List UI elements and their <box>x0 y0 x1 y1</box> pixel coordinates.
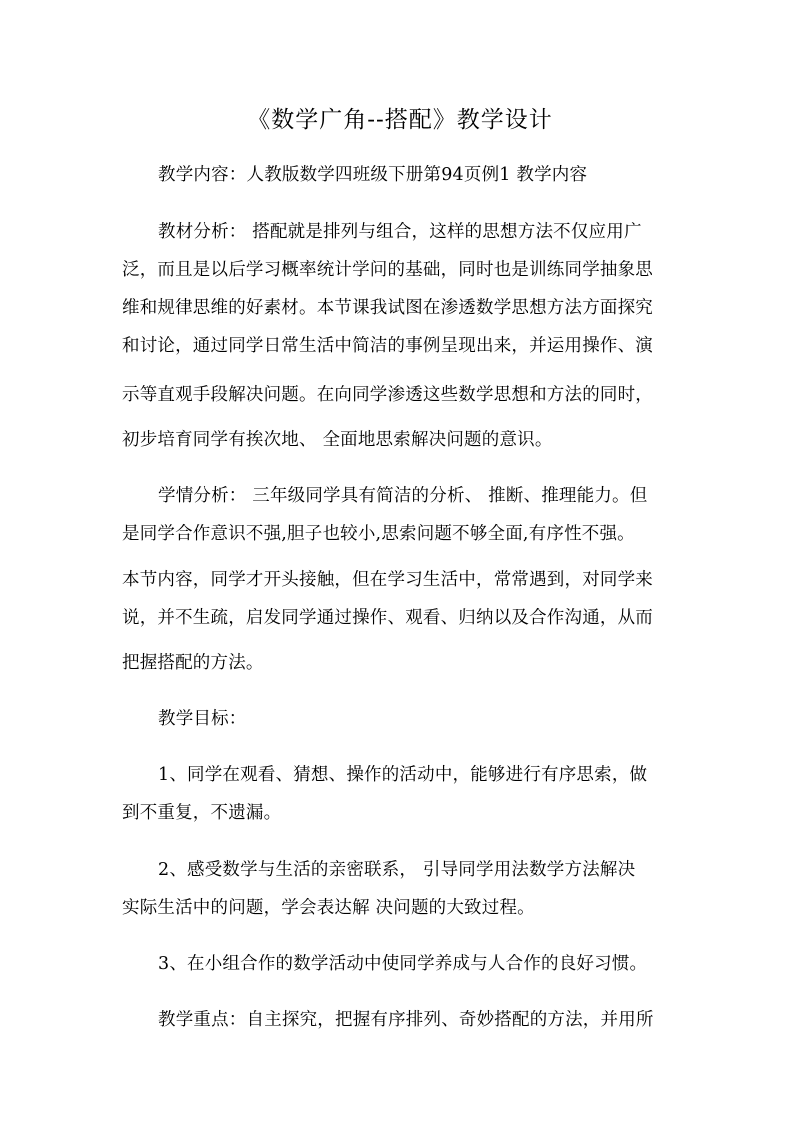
goal-item-3: 3、在小组合作的数学活动中使同学养成与人合作的良好习惯。 <box>158 954 648 974</box>
paragraph-line: 初步培育同学有挨次地、 全面地思索解决问题的意识。 <box>122 430 553 450</box>
paragraph-line: 1、同学在观看、猜想、操作的活动中，能够进行有序思索，做 <box>158 765 648 785</box>
paragraph-line: 说，并不生疏，启发同学通过操作、观看、归纳以及合作沟通，从而 <box>122 608 653 628</box>
paragraph-line: 本节内容，同学才开头接触，但在学习生活中，常常遇到，对同学来 <box>122 570 653 590</box>
paragraph-line: 泛，而且是以后学习概率统计学问的基础，同时也是训练同学抽象思 <box>122 260 653 280</box>
paragraph-line: 到不重复，不遗漏。 <box>122 803 282 823</box>
paragraph-line: 实际生活中的问题，学会表达解 决问题的大致过程。 <box>122 898 535 918</box>
teaching-goals-heading: 教学目标： <box>158 709 247 729</box>
paragraph-line: 示等直观手段解决问题。在向同学渗透这些数学思想和方法的同时， <box>122 385 653 405</box>
paragraph-line: 是同学合作意识不强,胆子也较小,思索问题不够全面,有序性不强。 <box>122 524 635 544</box>
teaching-content-line: 教学内容：人教版数学四班级下册第94页例1 教学内容 <box>158 165 588 185</box>
document-title: 《数学广角--搭配》教学设计 <box>247 107 553 133</box>
paragraph-line: 维和规律思维的好素材。本节课我试图在渗透数学思想方法方面探究 <box>122 298 653 318</box>
paragraph-line: 教材分析： 搭配就是排列与组合，这样的思想方法不仅应用广 <box>158 222 642 242</box>
paragraph-line: 和讨论，通过同学日常生活中简洁的事例呈现出来，并运用操作、演 <box>122 336 653 356</box>
paragraph-line: 学情分析： 三年级同学具有简洁的分析、 推断、推理能力。但 <box>158 486 648 506</box>
teaching-key-point: 教学重点：自主探究，把握有序排列、奇妙搭配的方法，并用所 <box>158 1010 654 1030</box>
paragraph-line: 把握搭配的方法。 <box>122 653 264 673</box>
paragraph-line: 2、感受数学与生活的亲密联系， 引导同学用法数学方法解决 <box>158 860 636 880</box>
